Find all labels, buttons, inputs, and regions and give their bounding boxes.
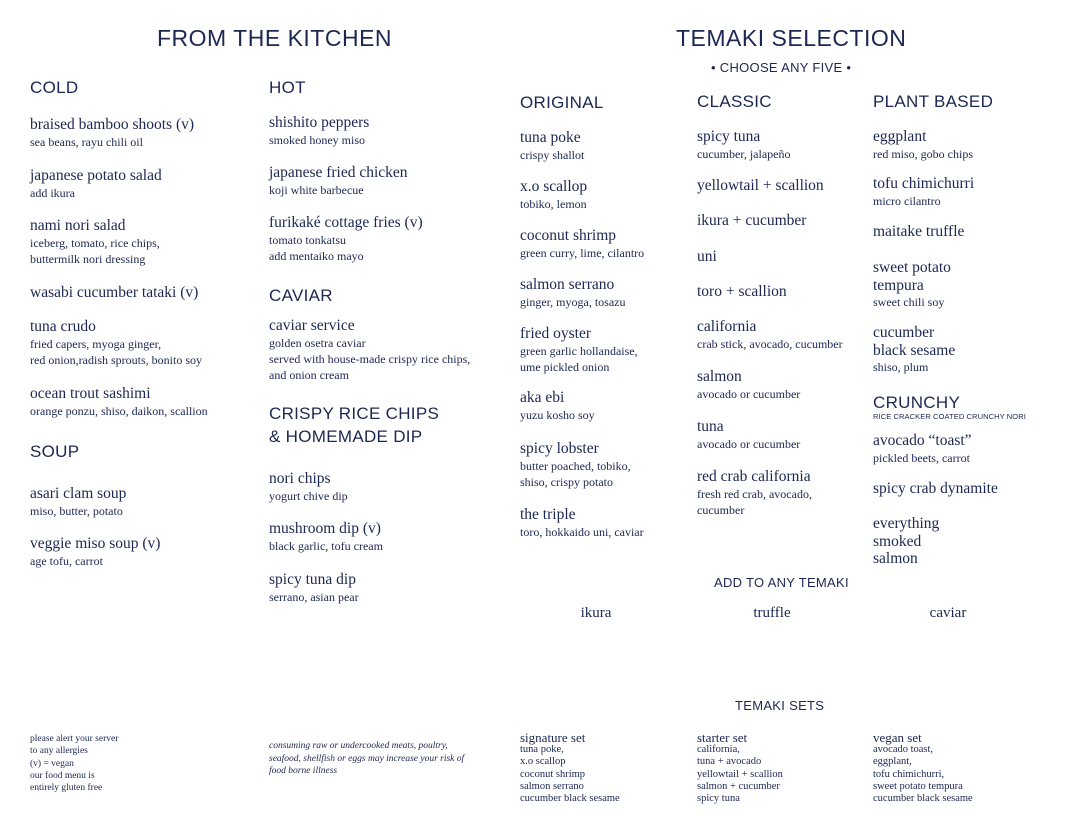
addon-caviar: caviar <box>929 605 967 621</box>
set-name: vegan set <box>873 730 922 745</box>
menu-item <box>30 318 202 368</box>
set-line: tuna + avocado <box>697 756 762 768</box>
item-name: coconut shrimp <box>520 227 616 244</box>
menu-item <box>30 485 126 519</box>
item-name: veggie miso soup (v) <box>30 535 161 552</box>
temaki-title: TEMAKI SELECTION <box>676 25 907 51</box>
item-desc: crab stick, avocado, cucumber <box>697 336 843 351</box>
set-line: coconut shrimp <box>520 768 586 780</box>
set-line: salmon + cucumber <box>697 780 780 792</box>
cold-heading: COLD <box>30 78 79 97</box>
item-desc: butter poached, tobiko, <box>520 458 631 473</box>
menu-item <box>30 284 198 302</box>
menu-item <box>520 440 631 490</box>
item-name: avocado “toast” <box>873 432 972 449</box>
menu-item <box>697 318 843 352</box>
addon-ikura: ikura <box>580 605 612 621</box>
menu-item <box>697 212 806 230</box>
item-name: braised bamboo shoots (v) <box>30 116 195 133</box>
item-desc: served with house-made crispy rice chips, <box>269 351 471 366</box>
set-line: cucumber black sesame <box>873 793 973 805</box>
item-name: tofu chimichurri <box>873 175 975 192</box>
menu-item <box>873 515 965 568</box>
item-name: toro + scallion <box>697 283 787 300</box>
crunchy-note: RICE CRACKER COATED CRUNCHY NORI <box>873 412 1026 421</box>
item-desc: shiso, crispy potato <box>520 474 613 489</box>
item-desc: avocado or cucumber <box>697 436 801 451</box>
item-name: shishito peppers <box>269 114 370 131</box>
item-desc: sweet chili soy <box>873 295 945 309</box>
menu-item <box>520 178 587 212</box>
menu-item <box>269 114 369 148</box>
item-desc: yogurt chive dip <box>269 488 348 503</box>
item-name: salmon <box>697 368 742 385</box>
set-starter <box>697 731 783 805</box>
item-desc: sea beans, rayu chili oil <box>30 134 143 149</box>
item-desc: micro cilantro <box>873 193 941 208</box>
item-name: tuna poke <box>520 129 581 146</box>
menu-item <box>30 217 160 267</box>
item-name: sweet potato tempura <box>873 259 951 294</box>
allergy-line: please alert your server <box>30 734 119 744</box>
menu-item <box>269 470 348 504</box>
menu-item <box>873 432 972 466</box>
item-name: california <box>697 318 757 335</box>
menu-item <box>269 317 470 383</box>
item-name: eggplant <box>873 128 927 145</box>
menu-item <box>873 175 974 209</box>
legal-line: seafood, shellfish or eggs may increase your risk of <box>269 753 465 764</box>
temaki-subtitle: • CHOOSE ANY FIVE • <box>711 60 852 75</box>
item-name: everything smoked salmon <box>873 515 940 567</box>
set-line: california, <box>697 744 740 755</box>
item-desc: green garlic hollandaise, <box>520 343 638 358</box>
set-line: avocado toast, <box>873 744 934 755</box>
item-desc: red onion,radish sprouts, bonito soy <box>30 352 202 367</box>
item-name: ocean trout sashimi <box>30 385 151 402</box>
caviar-heading: CAVIAR <box>269 286 333 305</box>
menu-item <box>269 214 423 264</box>
menu-item <box>30 385 208 419</box>
item-desc: fresh red crab, avocado, <box>697 486 812 501</box>
set-line: sweet potato tempura <box>873 780 963 792</box>
item-name: spicy tuna <box>697 128 761 145</box>
item-name: spicy crab dynamite <box>873 480 998 497</box>
item-desc: and onion cream <box>269 367 349 382</box>
menu-item <box>697 283 787 301</box>
item-desc: miso, butter, potato <box>30 503 123 518</box>
item-name: aka ebi <box>520 389 565 406</box>
menu-item <box>520 227 644 261</box>
item-name: yellowtail + scallion <box>697 177 824 194</box>
item-name: japanese fried chicken <box>269 164 408 181</box>
menu-item <box>520 389 595 423</box>
item-name: asari clam soup <box>30 485 127 502</box>
item-name: nami nori salad <box>30 217 126 234</box>
item-name: nori chips <box>269 470 331 487</box>
menu-item <box>873 128 973 162</box>
menu-item <box>697 177 824 195</box>
item-name: maitake truffle <box>873 223 965 240</box>
menu-item <box>269 571 359 605</box>
item-desc: cucumber <box>697 502 745 517</box>
item-desc: koji white barbecue <box>269 182 364 197</box>
original-heading: ORIGINAL <box>520 93 604 112</box>
item-desc: smoked honey miso <box>269 132 365 147</box>
item-name: furikaké cottage fries (v) <box>269 214 423 231</box>
set-line: tuna poke, <box>520 744 564 755</box>
allergy-note <box>30 733 118 794</box>
item-desc: age tofu, carrot <box>30 553 103 568</box>
plant-heading: PLANT BASED <box>873 92 994 111</box>
sets-heading: TEMAKI SETS <box>735 698 825 713</box>
item-desc: toro, hokkaido uni, caviar <box>520 524 644 539</box>
menu-item <box>697 128 790 162</box>
allergy-line: to any allergies <box>30 746 88 757</box>
item-name: spicy tuna dip <box>269 571 356 588</box>
item-name: red crab california <box>697 468 811 485</box>
set-line: spicy tuna <box>697 793 740 805</box>
item-name: wasabi cucumber tataki (v) <box>30 284 199 301</box>
chips-heading-line: CRISPY RICE CHIPS <box>269 404 440 423</box>
item-name: salmon serrano <box>520 276 615 293</box>
menu-item <box>697 418 800 452</box>
item-desc: tomato tonkatsu <box>269 232 346 247</box>
set-signature <box>520 731 620 805</box>
item-name: x.o scallop <box>520 178 588 195</box>
set-line: yellowtail + scallion <box>697 768 783 780</box>
item-name: fried oyster <box>520 325 592 342</box>
set-vegan <box>873 731 973 805</box>
kitchen-title: FROM THE KITCHEN <box>157 25 393 51</box>
item-desc: fried capers, myoga ginger, <box>30 336 162 351</box>
legal-disclaimer <box>269 740 464 778</box>
item-desc: pickled beets, carrot <box>873 450 970 465</box>
set-name: starter set <box>697 730 748 745</box>
item-name: mushroom dip (v) <box>269 520 381 537</box>
crunchy-heading: CRUNCHY <box>873 393 961 412</box>
addon-truffle: truffle <box>753 605 791 621</box>
legal-line: food borne illness <box>269 766 338 776</box>
menu-item <box>30 167 162 201</box>
item-desc: add ikura <box>30 185 75 200</box>
item-desc: ginger, myoga, tosazu <box>520 294 626 309</box>
menu-item <box>697 468 812 518</box>
item-name: tuna crudo <box>30 318 96 335</box>
hot-heading: HOT <box>269 78 306 97</box>
menu-item <box>520 325 638 375</box>
item-desc: shiso, plum <box>873 360 929 374</box>
item-desc: serrano, asian pear <box>269 589 359 604</box>
allergy-line: our food menu is <box>30 770 95 781</box>
menu-item <box>697 248 717 266</box>
item-desc: red miso, gobo chips <box>873 146 973 161</box>
set-line: tofu chimichurri, <box>873 768 945 780</box>
item-name: caviar service <box>269 317 355 334</box>
item-name: japanese potato salad <box>30 167 162 184</box>
menu-item <box>697 368 800 402</box>
item-desc: tobiko, lemon <box>520 196 587 211</box>
item-desc: orange ponzu, shiso, daikon, scallion <box>30 403 208 418</box>
set-name: signature set <box>520 730 586 745</box>
set-line: eggplant, <box>873 756 912 768</box>
menu-item <box>873 324 961 375</box>
allergy-line: entirely gluten free <box>30 783 103 794</box>
item-name: uni <box>697 248 717 265</box>
legal-line: consuming raw or undercooked meats, poultry, <box>269 741 448 751</box>
item-name: ikura + cucumber <box>697 212 807 229</box>
chips-heading <box>269 402 439 448</box>
chips-heading-line: & HOMEMADE DIP <box>269 427 423 446</box>
menu-item <box>873 259 961 310</box>
menu-item <box>520 506 644 540</box>
item-name: cucumber black sesame <box>873 324 956 359</box>
soup-heading: SOUP <box>30 442 80 461</box>
addons-heading: ADD TO ANY TEMAKI <box>714 575 849 590</box>
item-desc: green curry, lime, cilantro <box>520 245 645 260</box>
item-name: the triple <box>520 506 576 523</box>
menu-item <box>30 535 160 569</box>
set-line: x.o scallop <box>520 756 566 768</box>
menu-item <box>30 116 194 150</box>
item-name: spicy lobster <box>520 440 599 457</box>
item-desc: buttermilk nori dressing <box>30 251 146 266</box>
classic-heading: CLASSIC <box>697 92 772 111</box>
item-desc: golden osetra caviar <box>269 335 366 350</box>
item-desc: cucumber, jalapeño <box>697 146 791 161</box>
set-line: salmon serrano <box>520 780 584 792</box>
menu-item <box>269 164 408 198</box>
item-desc: iceberg, tomato, rice chips, <box>30 235 160 250</box>
item-desc: ume pickled onion <box>520 359 610 374</box>
item-name: tuna <box>697 418 724 435</box>
allergy-line: (v) = vegan <box>30 758 74 769</box>
item-desc: black garlic, tofu cream <box>269 538 383 553</box>
item-desc: add mentaiko mayo <box>269 248 364 263</box>
menu-item <box>520 129 584 163</box>
item-desc: crispy shallot <box>520 147 585 162</box>
item-desc: avocado or cucumber <box>697 386 801 401</box>
menu-item <box>873 223 964 241</box>
set-line: cucumber black sesame <box>520 793 620 805</box>
menu-item <box>520 276 626 310</box>
item-desc: yuzu kosho soy <box>520 407 595 422</box>
menu-item <box>873 480 998 498</box>
menu-item <box>269 520 383 554</box>
